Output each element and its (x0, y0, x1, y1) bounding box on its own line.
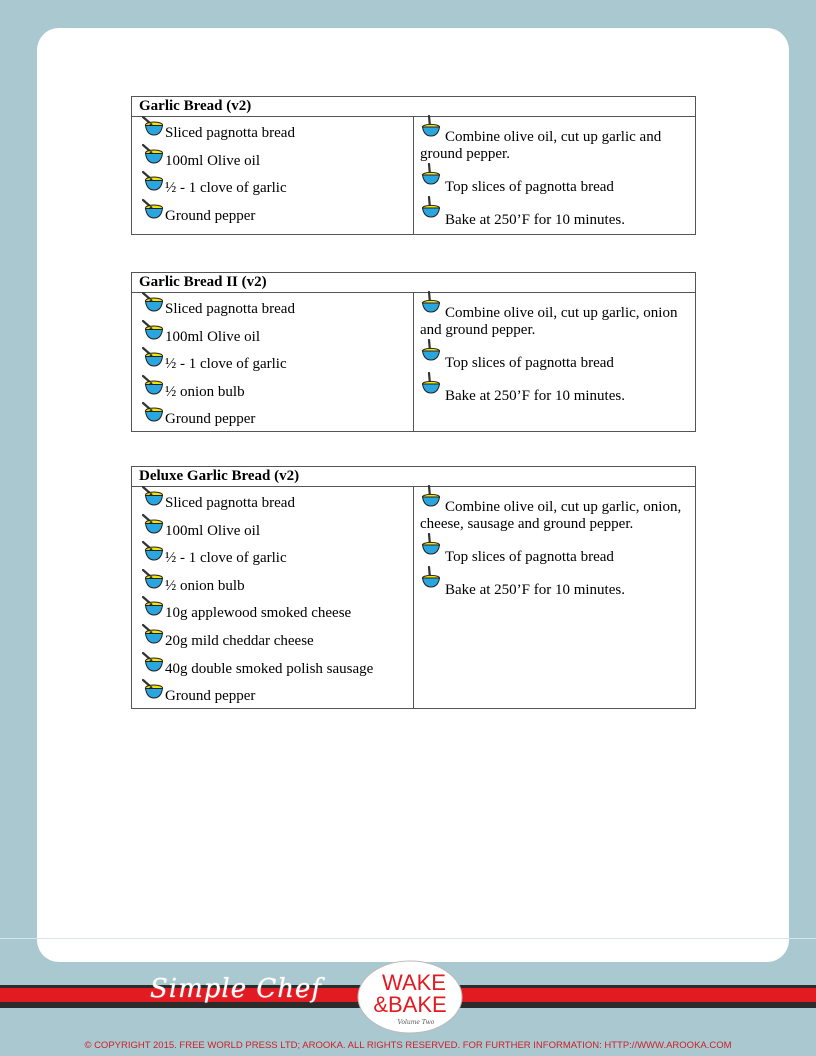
mixing-bowl-icon (142, 143, 164, 165)
step-text: Top slices of pagnotta bread (445, 549, 614, 565)
mixing-bowl-icon (142, 170, 164, 192)
step-text: Top slices of pagnotta bread (445, 355, 614, 371)
ingredient-item (132, 348, 413, 376)
step-item (414, 165, 695, 196)
mixing-bowl-icon (142, 346, 164, 368)
recipe-card (131, 272, 696, 432)
step-item (414, 487, 695, 533)
ingredients-column (132, 117, 414, 235)
mixing-bowl-spoon-icon (420, 291, 442, 313)
step-text: Bake at 250’F for 10 minutes. (445, 388, 625, 404)
ingredient-item (132, 515, 413, 543)
recipe-title: Garlic Bread (v2) (132, 97, 696, 117)
mixing-bowl-icon (142, 678, 164, 700)
recipe-card (131, 466, 696, 709)
ingredient-text: ½ onion bulb (165, 577, 245, 594)
ingredient-text: 100ml Olive oil (165, 152, 260, 169)
ingredient-text: 20g mild cheddar cheese (165, 632, 314, 649)
mixing-bowl-spoon-icon (420, 115, 442, 137)
ingredient-text: 100ml Olive oil (165, 522, 260, 539)
step-text: Top slices of pagnotta bread (445, 179, 614, 195)
mixing-bowl-spoon-icon (420, 339, 442, 361)
ingredient-text: Ground pepper (165, 688, 256, 705)
ingredient-item (132, 376, 413, 404)
ingredient-item (132, 653, 413, 681)
ingredient-item (132, 117, 413, 145)
ingredient-text: ½ onion bulb (165, 383, 245, 400)
ingredients-column (132, 293, 414, 432)
mixing-bowl-icon (142, 623, 164, 645)
copyright-notice: © COPYRIGHT 2015. FREE WORLD PRESS LTD; AROOKA. ALL RIGHTS RESERVED. FOR FURTHER INFORMATION: HTTP://WWW.AROOKA.COM (84, 1040, 732, 1051)
ingredient-list (132, 117, 413, 227)
step-text: Combine olive oil, cut up garlic and ground pepper. (420, 129, 662, 162)
mixing-bowl-icon (142, 115, 164, 137)
mixing-bowl-icon (142, 540, 164, 562)
step-item (414, 293, 695, 339)
ingredient-text: Sliced pagnotta bread (165, 495, 295, 511)
mixing-bowl-spoon-icon (420, 485, 442, 507)
ingredient-text: ½ - 1 clove of garlic (165, 550, 287, 567)
ingredient-text: 40g double smoked polish sausage (165, 660, 374, 677)
page-divider (0, 938, 816, 939)
logo-line2: &BAKE (373, 992, 447, 1017)
ingredient-item (132, 680, 413, 708)
recipe-title: Garlic Bread II (v2) (132, 273, 696, 293)
ingredient-item (132, 200, 413, 228)
mixing-bowl-icon (142, 198, 164, 220)
step-list (414, 117, 695, 229)
steps-column (414, 487, 696, 709)
steps-column (414, 293, 696, 432)
mixing-bowl-icon (142, 291, 164, 313)
step-item (414, 117, 695, 163)
step-item (414, 374, 695, 405)
ingredient-list (132, 293, 413, 431)
ingredient-item (132, 542, 413, 570)
mixing-bowl-icon (142, 485, 164, 507)
mixing-bowl-icon (142, 595, 164, 617)
brand-wordmark: Simple Chef (150, 974, 323, 1004)
step-item (414, 198, 695, 229)
step-text: Combine olive oil, cut up garlic, onion and ground pepper. (420, 305, 678, 338)
ingredient-item (132, 597, 413, 625)
ingredient-text: Sliced pagnotta bread (165, 301, 295, 317)
ingredient-item (132, 321, 413, 349)
mixing-bowl-spoon-icon (420, 163, 442, 185)
ingredient-item (132, 172, 413, 200)
mixing-bowl-icon (142, 401, 164, 423)
step-text: Combine olive oil, cut up garlic, onion, cheese, sausage and ground pepper. (420, 499, 682, 532)
step-item (414, 535, 695, 566)
mixing-bowl-spoon-icon (420, 196, 442, 218)
ingredient-item (132, 625, 413, 653)
ingredient-text: Ground pepper (165, 207, 256, 224)
ingredient-item (132, 570, 413, 598)
mixing-bowl-icon (142, 319, 164, 341)
ingredient-item (132, 487, 413, 515)
ingredients-column (132, 487, 414, 709)
mixing-bowl-icon (142, 651, 164, 673)
ingredient-text: Ground pepper (165, 411, 256, 428)
logo-line1: WAKE (382, 970, 446, 995)
wake-and-bake-logo (356, 960, 464, 1034)
step-list (414, 293, 695, 405)
logo-subtitle: Volume Two (397, 1019, 435, 1026)
ingredient-text: Sliced pagnotta bread (165, 125, 295, 141)
step-text: Bake at 250’F for 10 minutes. (445, 582, 625, 598)
ingredient-list (132, 487, 413, 708)
step-list (414, 487, 695, 599)
step-item (414, 341, 695, 372)
steps-column (414, 117, 696, 235)
step-text: Bake at 250’F for 10 minutes. (445, 212, 625, 228)
recipe-card (131, 96, 696, 235)
mixing-bowl-spoon-icon (420, 533, 442, 555)
mixing-bowl-icon (142, 568, 164, 590)
mixing-bowl-icon (142, 374, 164, 396)
recipe-title: Deluxe Garlic Bread (v2) (132, 467, 696, 487)
ingredient-text: 10g applewood smoked cheese (165, 605, 352, 622)
ingredient-text: 100ml Olive oil (165, 328, 260, 345)
mixing-bowl-spoon-icon (420, 372, 442, 394)
ingredient-text: ½ - 1 clove of garlic (165, 180, 287, 197)
ingredient-item (132, 403, 413, 431)
mixing-bowl-icon (142, 513, 164, 535)
ingredient-item (132, 293, 413, 321)
mixing-bowl-spoon-icon (420, 566, 442, 588)
ingredient-item (132, 145, 413, 173)
ingredient-text: ½ - 1 clove of garlic (165, 356, 287, 373)
step-item (414, 568, 695, 599)
